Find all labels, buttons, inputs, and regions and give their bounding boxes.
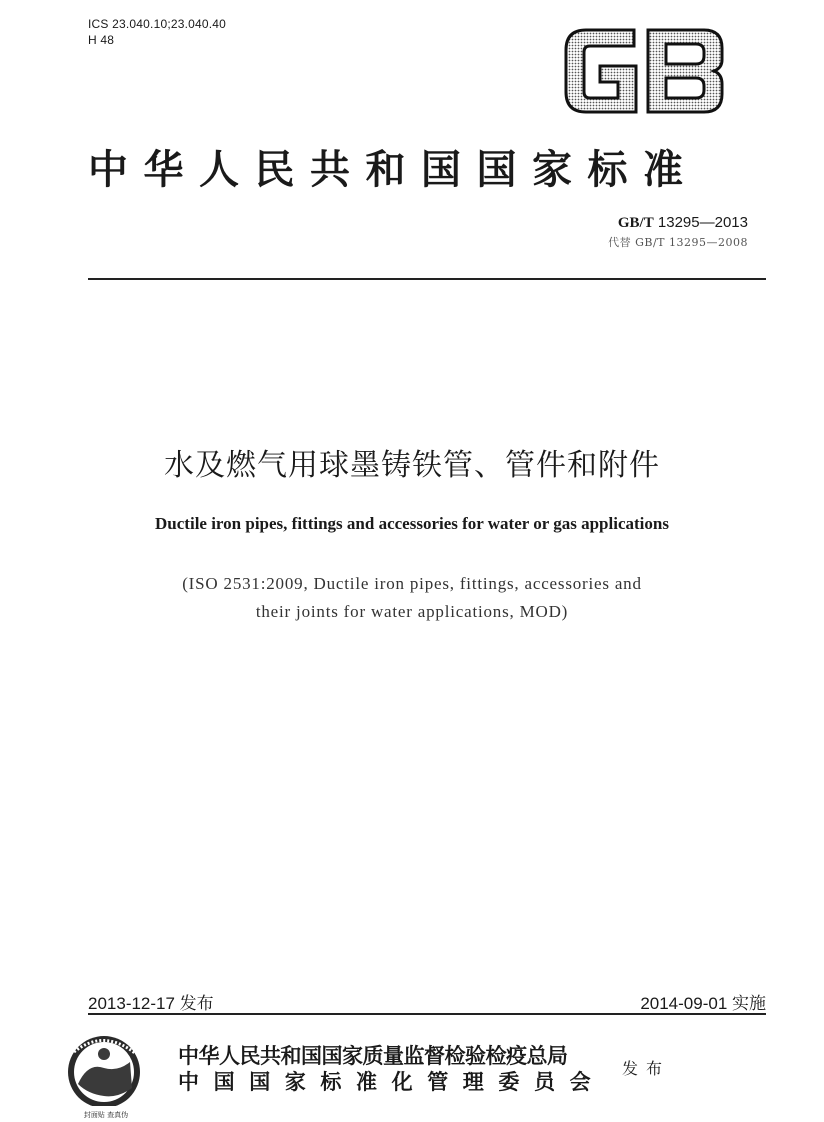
publish-label: 发布 [622,1059,671,1078]
ics-code: ICS 23.040.10;23.040.40 [88,17,227,31]
seal-caption: 封面贴 查真伪 [83,1111,129,1119]
iso-reference-line-2: their joints for water applications, MOD) [255,602,569,621]
iso-reference-line-1: (ISO 2531:2009, Ductile iron pipes, fittings, accessories and [182,574,642,593]
implementation-date: 2014-09-01 实施 [640,994,766,1013]
issuer-sac: 中国国家标准化管理委员会 [178,1069,606,1094]
standard-prefix: GB/T [617,215,654,231]
national-standard-heading: 中华人民共和国国家标准 [88,146,699,193]
chinese-title: 水及燃气用球墨铸铁管、管件和附件 [164,448,660,483]
standard-code: 13295—2013 [657,214,748,231]
issue-date: 2013-12-17 发布 [88,994,214,1013]
issuer-aqsiq: 中华人民共和国国家质量监督检验检疫总局 [178,1043,568,1068]
gb-logo-text: GB [642,79,646,81]
gb-logo [556,20,732,120]
standard-number [618,214,748,232]
replaces-standard: 代替 GB/T 13295—2008 [608,236,748,249]
classification-codes [88,16,226,48]
header-divider [88,278,766,280]
footer-divider [88,1013,766,1015]
ccs-code: H 48 [88,33,115,47]
anti-counterfeit-seal [58,1032,154,1122]
english-title: Ductile iron pipes, fittings and accessories for water or gas applications [155,514,669,533]
